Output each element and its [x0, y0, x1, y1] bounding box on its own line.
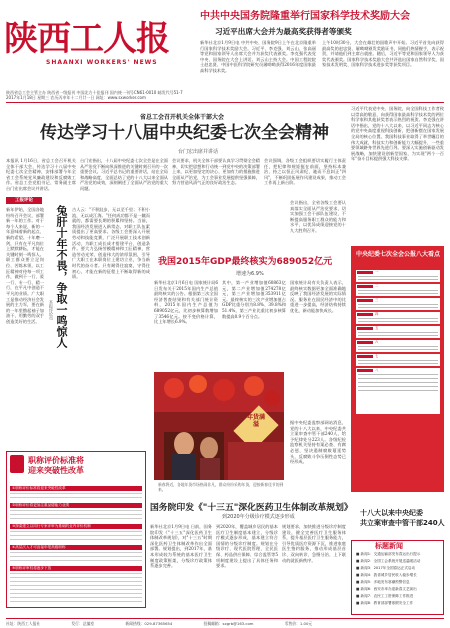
index-item[interactable]: ■ 新闻4：我省城乡居民收入稳步增长	[356, 573, 417, 577]
photo-caption: 新春将近，各地年货市场热闹非凡，群众纷纷采购年货，迎接新春佳节的到来。	[158, 482, 284, 492]
sidebar-item-line	[358, 360, 438, 361]
footer	[6, 618, 444, 627]
bottom-article-body-2: 到2020年，覆盖城乡居民的基本医疗卫生制度基本建立，分级诊疗模式逐步形成，基本建立符合国情的分级诊疗制度。规划在分级诊疗、现代医院管理、全民医保、药品供应保障、综合监管等5项制度建设上提出了具体任务和要求。	[216, 524, 278, 569]
sidebar-item-line	[358, 349, 438, 350]
footer-publisher: 发行：总编室	[71, 621, 95, 626]
sidebar-item-tag	[357, 355, 373, 358]
index-item[interactable]: ■ 新闻6：西安市举办迎新春文艺演出	[356, 587, 417, 591]
footer-phone: 新闻热线：029-87365654	[125, 621, 173, 626]
sidebar-item-tag	[357, 285, 373, 288]
sidebar-item-line	[358, 332, 438, 333]
right-mid-headline-1[interactable]: 十八大以来中央纪委	[360, 509, 423, 517]
editorial-body-2: 古人云："不积跬步，无以至千里；不积小流，无以成江海。"任何成功都不是一蹴而就的，都需要长期的积累和坚持。当前，我国经济发展进入新常态，对职工队伍素质提出了更高要求。各级工会要深入开展劳动和技能竞赛，广泛开展职工技术创新活动，为职工成长成才搭建平台、创造条件。要大力弘扬劳模精神和工匠精神，营造劳动光荣、创造伟大的浓厚氛围，引导广大职工在本职岗位上建功立业，争当新时代的奋斗者。只有耐得住寂寞，守得住初心，才能在新的征程上不断取得新的成绩。	[72, 207, 150, 280]
redbox-line	[10, 581, 142, 582]
footer-price: 零售价：1.00元	[284, 621, 313, 626]
news-photo	[154, 372, 284, 480]
sidebar-item-line	[358, 386, 438, 387]
banner-article-body-2: 上午10时30分，大会在雄壮的国歌声中开始。习近平首先向获得最高奖的赵忠贤、屠呦呦颁发奖励证书，同他们热情握手，表示祝贺，并请他们到主席台就座。随后，习近平等党和国家领导人为获奖代表颁奖。国家科学技术奖励大会共评选出国家自然科学奖、国家技术发明奖、国家科学技术进步奖等获奖项目。	[322, 40, 444, 68]
sidebar-item[interactable]	[356, 298, 440, 310]
index-item[interactable]: ■ 新闻1：交通运输部发布春运出行提示	[356, 552, 421, 556]
sidebar-item[interactable]	[356, 312, 440, 324]
sidebar-item[interactable]	[356, 340, 440, 352]
gdp-article-body-1: 新华社北京1月6日电 国家统计局6日发布关于2015年国内生产总值最终核实的公告。根据第三次全国经济普查结果和有关部门统计资料，2015年国内生产总值为689052亿元，比初步核算数增加了3546亿元。按不变价格计算，比上年增长6.9%。	[154, 280, 218, 325]
sidebar-item-tag	[357, 369, 373, 372]
sidebar-item-num: 五	[375, 326, 379, 330]
gdp-subheadline: 增速为6.9%	[236, 271, 264, 277]
banner-subheadline[interactable]: 习近平出席大会并为最高奖获得者等颁奖	[215, 27, 352, 36]
newspaper-logo-english: SHAANXI WORKERS' NEWS	[46, 59, 158, 66]
gdp-article-body-2: 其中，第一产业增加值60863亿元，第二产业增加值274278亿元，第三产业增加值353911亿元。最终核实的三次产业增加值占GDP比重分别为8.8%、39.8%和51.4%，第三产业比重比初步核算数提高0.9个百分点。	[222, 280, 286, 319]
redbox-line	[10, 560, 142, 561]
sidebar-item-tag	[357, 313, 373, 316]
redbox-line	[10, 497, 142, 498]
sidebar-item-line	[358, 382, 438, 383]
sidebar-item-line	[358, 374, 438, 375]
main-article-body-2: 台门宏指出，十八届中央纪委七次全会是在全面从严治党不断向纵深推进的关键时刻召开的一次重要会议。习近平总书记的重要讲话，站在全局和战略高度，全面总结了党的十八大以来全面从严治党的成效，深刻阐述了全面从严治党的重大问题。	[80, 158, 168, 191]
index-item[interactable]: ■ 新闻2：全国工会系统开展送温暖活动	[356, 559, 421, 563]
sidebar-item-line	[358, 378, 438, 379]
gdp-article-body-3: 国家统计局有关负责人表示，最终核实数据更加全面准确地反映了我国经济发展的实际情况。服务业在国民经济中的比重进一步提高，经济结构持续优化，新动能加快成长。	[290, 280, 346, 313]
sidebar-item-num: 七	[375, 354, 379, 358]
redbox-line	[10, 531, 142, 532]
bottom-article-body-3: 规划要求，加快推进分级诊疗制度建设，健全完善医疗卫生服务体系，提升基层医疗卫生服务能力，引导优质医疗资源下沉，推进家庭医生签约服务，推动形成基层首诊、双向转诊、急慢分治、上下联动的就医新秩序。	[282, 524, 346, 563]
main-article-body-1: 本报讯 1月16日，省总工会召开机关全体干部大会，传达学习十八届中央纪委七次全会精神，安排部署今年全省工会系统党风廉政建设和反腐败工作。省总工会党组书记、常务副主席台门宏出席会议并讲话。	[6, 158, 76, 191]
index-item[interactable]: ■ 新闻8：教育部部署寒假安全工作	[356, 601, 414, 605]
main-article-body-4: 会议强调，各级工会组织要切实履行主体责任，把纪律和规矩挺在前面，坚持标本兼治，持之以恒正风肃纪，驰而不息纠正"四风"，不断巩固拓展作风建设成果，推动工会工作再上新台阶。	[264, 158, 346, 186]
sidebar-item-line	[358, 363, 438, 364]
redbox-line	[10, 585, 142, 586]
bottom-subheadline: 到2020年分级诊疗模式逐步形成	[222, 514, 295, 520]
masthead-meta-line2: 2017年1月18日 星期三 农历丙申年十二月廿一日 网址：www.sxworker.com	[6, 95, 146, 100]
sidebar-item[interactable]	[356, 284, 440, 296]
sidebar-item[interactable]	[356, 326, 440, 338]
footer-address: 社址：陕西工人报社	[6, 621, 41, 626]
redbox-badge-icon	[10, 455, 24, 473]
sidebar-item-line	[358, 276, 438, 277]
index-item[interactable]: ■ 新闻7：农民工工资保障工作推进	[356, 594, 414, 598]
banner-article-body-1: 新华社北京1月9日电 中共中央、国务院9日上午在北京隆重举行国家科学技术奖励大会。习近平、李克强、刘云山、张高丽等党和国家领导人出席大会并为获奖代表颁奖。李克强代表党中央、国务院在大会上讲话。刘云山主持大会。中国工程院院士赵忠贤、中国中医科学院研究员屠呦呦获得2016年度国家最高科学技术奖。	[200, 40, 316, 73]
index-title: 标题新闻	[375, 542, 403, 550]
masthead-meta-line1: 陕西省总工会主管主办 陕西省一级报刊 中国北方十佳报刊 国内统一刊号CN61-0010 邮发代号51-7	[6, 90, 183, 95]
editorial-tag: 工报评论	[6, 197, 42, 204]
redbox-line	[10, 593, 142, 594]
main-headline[interactable]: 传达学习十八届中央纪委七次全会精神	[40, 123, 329, 143]
sidebar-item-line	[358, 304, 438, 305]
gdp-headline[interactable]: 我国2015年GDP最终核实为689052亿元	[158, 257, 333, 267]
sidebar-item[interactable]	[356, 270, 440, 282]
sidebar-item-num: 四	[375, 312, 379, 316]
right-mid-headline-2[interactable]: 共立案审查中管干部240人	[360, 519, 445, 527]
redbox-line	[10, 518, 142, 519]
sidebar-item-line	[358, 390, 438, 391]
sidebar-item-line	[358, 335, 438, 336]
sidebar-item-line	[358, 293, 438, 294]
main-article-body-3: 会议要求，机关全体干部要认真学习贯彻全会精神，切实把思想和行动统一到党中央的决策部署上来，以更加坚定的决心、更加有力的措施推进全面从严治党，为工会事业发展提供坚强保障，努力营造风清气正的良好政治生态。	[172, 158, 260, 186]
sidebar-item-num: 六	[375, 340, 379, 344]
redbox-headline-1[interactable]: 职称评价标准将	[28, 456, 84, 465]
redbox-headline-2[interactable]: 迎来突破性改革	[28, 466, 84, 475]
editorial-body-1: 新年伊始，全国各地纷纷召开会议，部署新一年的工作。对于每个人来说，新的一年意味着新的起点、新的希望。十年磨一剑，只有在平凡岗位上默默耕耘，才能在关键时刻一鸣惊人。职工群众要立足岗位、苦练本领，以工匠精神对待每一项工作，做到干一行、爱一行、专一行、精一行，在平凡中创造不平凡的业绩。广大职工是推动经济社会发展的主力军，要在新的一年里撸起袖子加油干，用勤劳的双手创造美好的生活。	[6, 207, 44, 324]
editorial-title[interactable]: 兔肝十年不畏，争取一鸣惊人	[55, 205, 68, 348]
redbox-bar: ③探索建立以同行专家评审为基础的业内评价机制	[10, 524, 142, 529]
sidebar-item-num: 八	[375, 368, 379, 372]
main-kicker[interactable]: 省总工会召开机关全体干部大会	[140, 114, 225, 121]
redbox-bar: ⑤职称评审权将逐步下放	[10, 566, 142, 571]
bottom-headline[interactable]: 国务院印发《"十三五"深化医药卫生体制改革规划》	[150, 503, 353, 513]
sidebar-item-tag	[357, 327, 373, 330]
redbox-line	[10, 493, 142, 494]
sidebar-item-tag	[357, 299, 373, 302]
editorial-author: 本报评论员	[49, 300, 54, 320]
redbox-line	[10, 535, 142, 536]
redbox-line	[10, 539, 142, 540]
right-article-body-upper: 会议指出，全省各级工会要认真落实全面从严治党要求，切实加强工会干部队伍建设，不断提高服务职工群众的能力和水平，以优异成绩迎接党的十九大胜利召开。	[290, 200, 346, 233]
redbox-line	[10, 510, 142, 511]
banner-headline[interactable]: 中共中央国务院隆重举行国家科学技术奖励大会	[200, 11, 410, 22]
right-article-body-lower: 据中央纪委监察部网站消息，党的十八大以来，中央纪委共立案审查中管干部240人，给予纪律处分223人。各级纪检监察机关坚持有案必查、有腐必惩，坚决遏制腐败蔓延势头，反腐败斗争压倒性态势已经形成。	[290, 420, 346, 465]
sidebar-item-num: 一	[375, 270, 379, 274]
redbox-bar: ④高层次人才可直接申报高级职称	[10, 545, 142, 550]
bottom-article-body-1: 新华社北京1月9日电 日前，国务院印发《"十三五"深化医药卫生体制改革规划》，对"十三五"时期深化医药卫生体制改革作出全面部署。规划提出，到2017年，基本形成较为系统的基本医疗卫生制度政策框架，分级诊疗政策体系逐步完善。	[150, 524, 212, 569]
redbox-bar: ②职称评价将更加注重品德能力业绩	[10, 503, 142, 508]
sidebar-headline[interactable]: 中央纪委七次全会公报八大看点	[356, 251, 441, 258]
sidebar-item-tag	[357, 341, 373, 344]
main-subheadline: 台门宏出席并讲话	[178, 149, 219, 155]
redbox-line	[10, 589, 142, 590]
sidebar-item-line	[358, 318, 438, 319]
sidebar-item[interactable]	[356, 368, 440, 414]
footer-email: 投稿邮箱：sxgrb@163.com	[203, 621, 254, 626]
sidebar-item-tag	[357, 271, 373, 274]
sidebar-item-line	[358, 279, 438, 280]
redbox-line	[10, 556, 142, 557]
sidebar-item-line	[358, 321, 438, 322]
sidebar-item-num: 二	[375, 284, 379, 288]
redbox-line	[10, 577, 142, 578]
redbox-bar: ①职称评价标准将迎来突破性改革	[10, 486, 142, 491]
sidebar-item-num: 三	[375, 298, 379, 302]
sidebar-item-line	[358, 307, 438, 308]
sidebar-item-line	[358, 290, 438, 291]
newspaper-logo: 陕西工人报	[4, 19, 169, 59]
redbox-line	[10, 597, 142, 598]
redbox-line	[10, 601, 142, 602]
masthead-rule	[6, 102, 444, 103]
index-item[interactable]: ■ 新闻3：2017年全国春运正式启动	[356, 566, 416, 570]
redbox-line	[10, 514, 142, 515]
banner-article-body-3: 习近平代表党中央、国务院，向全国科技工作者致以崇高的敬意，向获得国家最高科学技术奖的两位科学家和其他获奖者表示热烈的祝贺。李克强在讲话中指出，党的十八大以来，以习近平同志为核心的党中央高度重视科技创新，把创新摆在国家发展全局的核心位置。我国科技事业取得了举世瞩目的伟大成就，科技实力和创新能力大幅提升，一些重要领域跻身世界先进行列。要深入实施创新驱动发展战略，加快建设创新型国家，为实现"两个一百年"奋斗目标提供强大科技支撑。	[351, 106, 444, 162]
redbox-line	[10, 552, 142, 553]
sidebar-item[interactable]	[356, 354, 440, 366]
photo-sign-text: 年货满溢	[246, 414, 265, 428]
index-item[interactable]: ■ 新闻5：多地发布寒潮预警信息	[356, 580, 410, 584]
sidebar-item-line	[358, 346, 438, 347]
redbox-line	[10, 573, 142, 574]
